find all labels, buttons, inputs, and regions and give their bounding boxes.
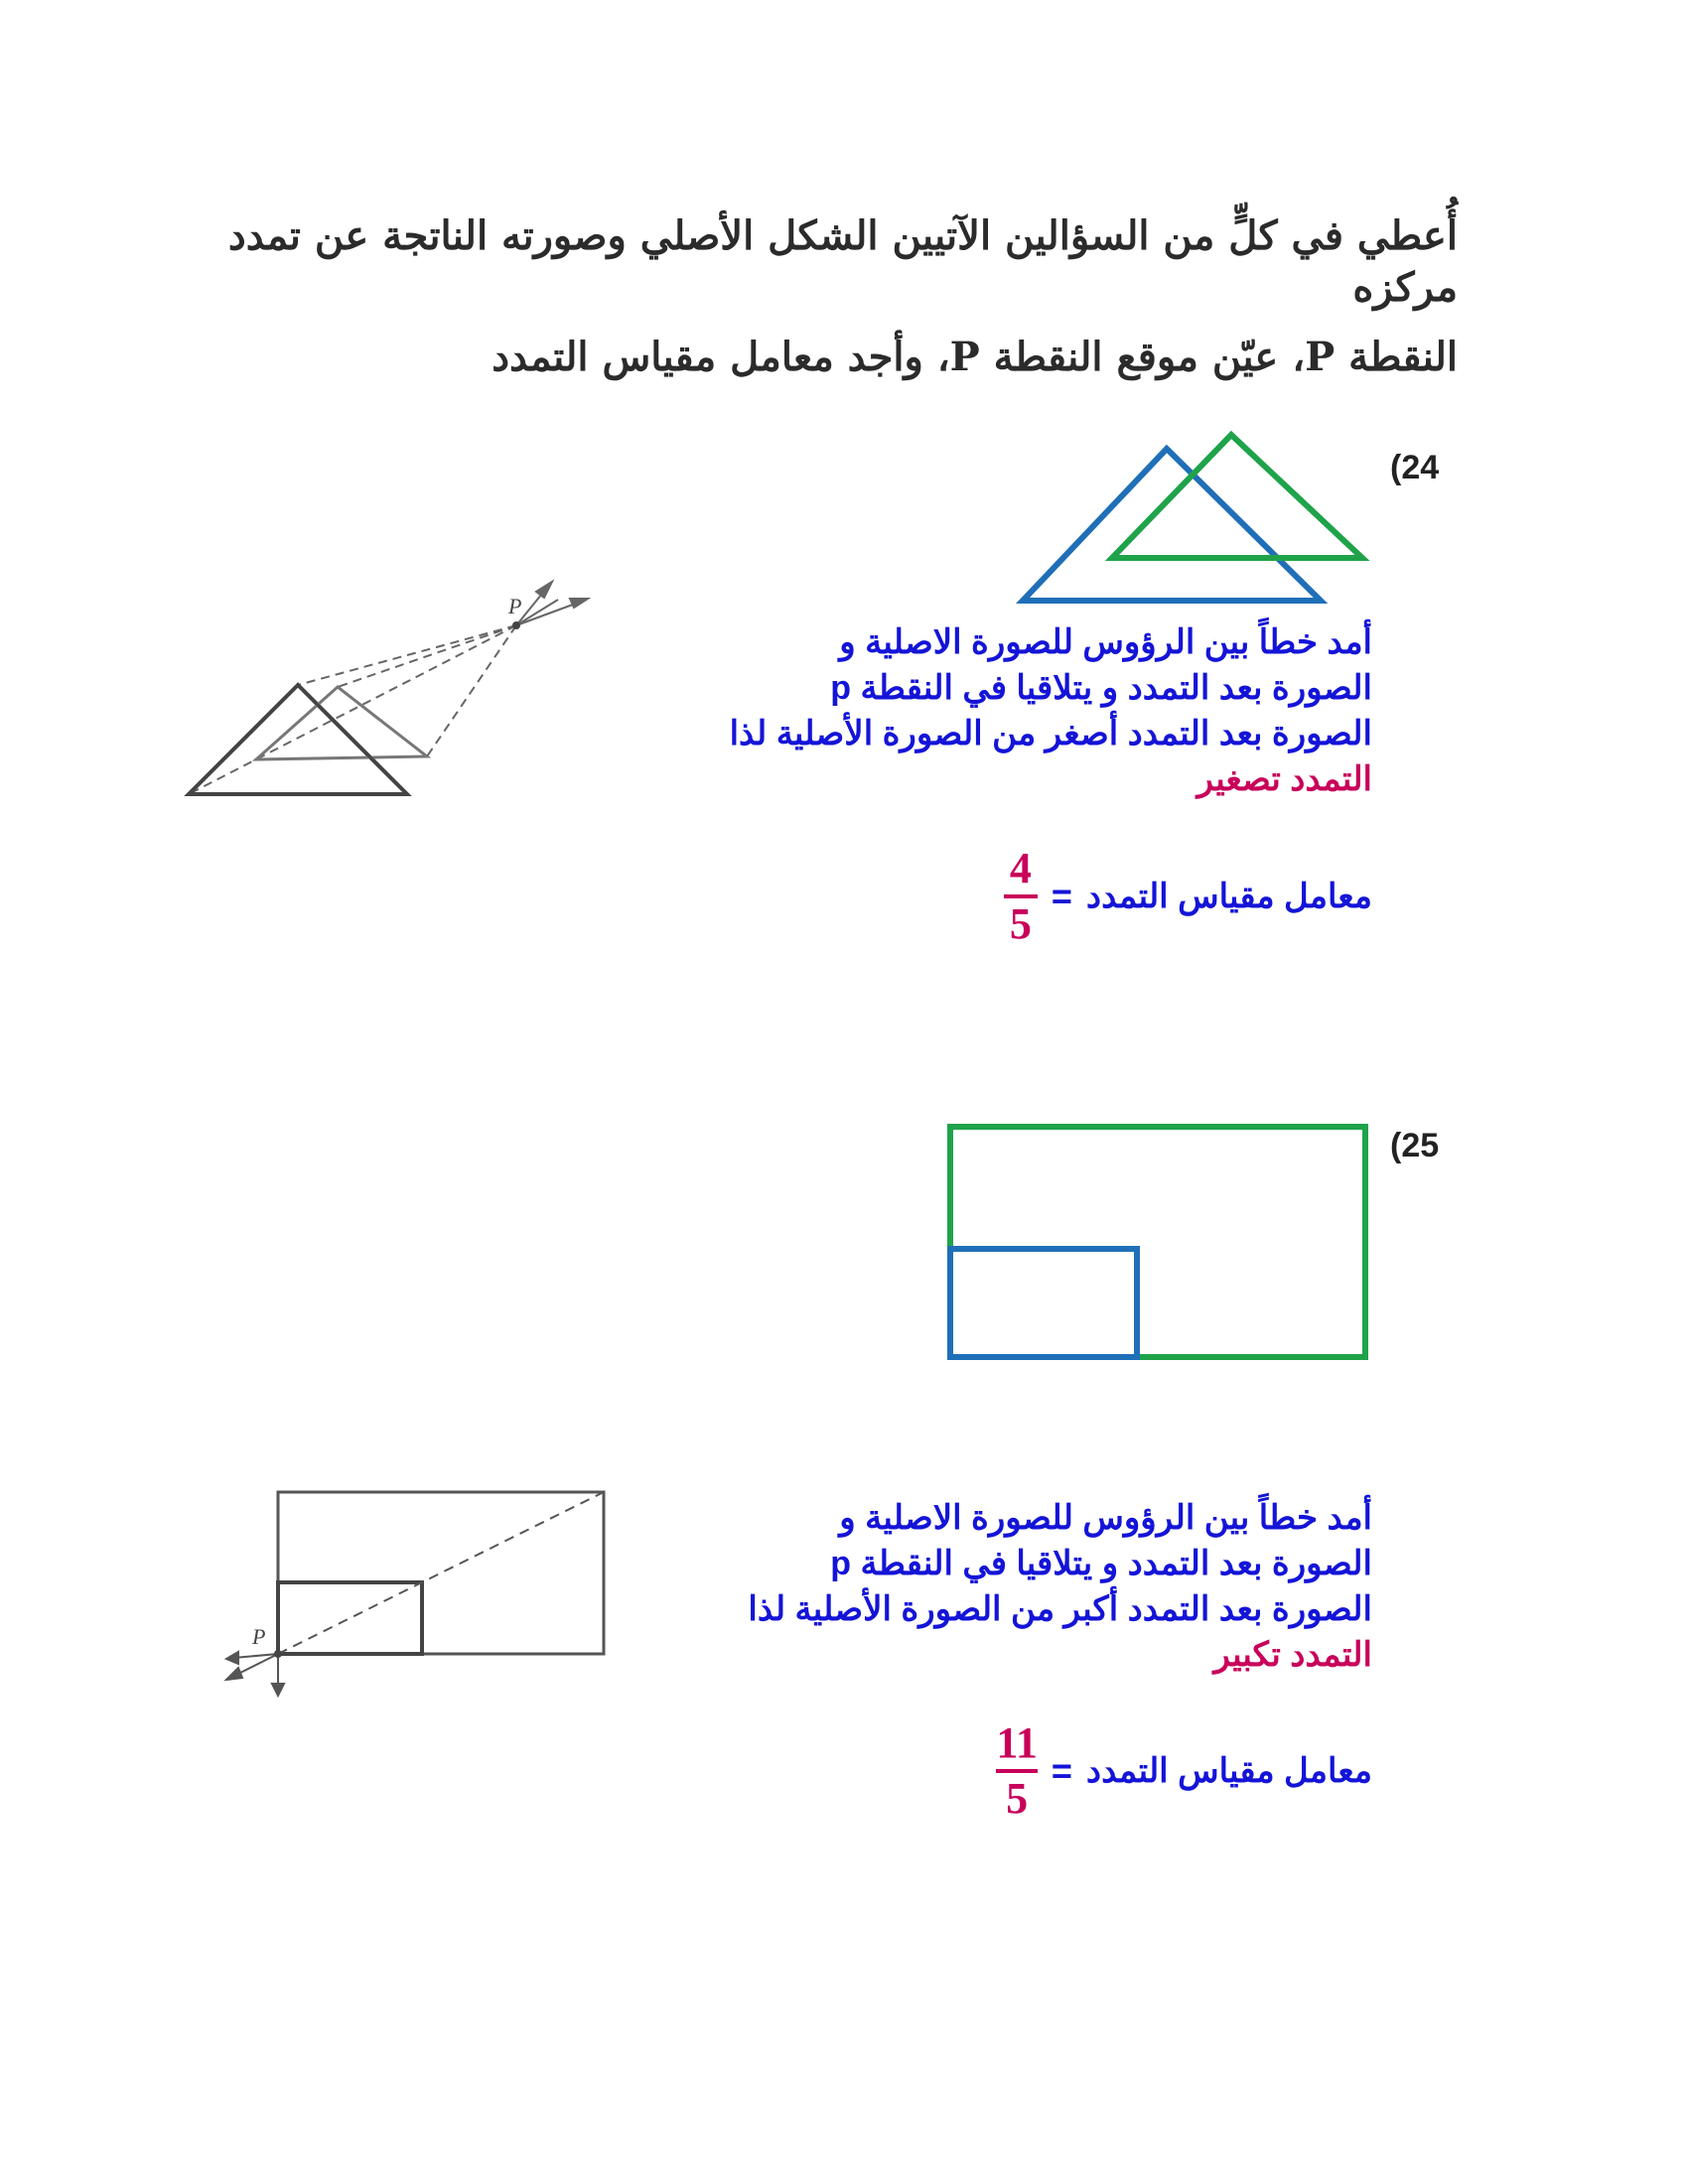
answer-line: أمد خطاً بين الرؤوس للصورة الاصلية و [839,623,1372,661]
formula-label: معامل مقياس التمدد [1085,1752,1372,1790]
formula-label: معامل مقياس التمدد [1085,878,1372,915]
question-24-number: (24 [1390,449,1440,486]
answer-line: أمد خطاً بين الرؤوس للصورة الاصلية و [839,1499,1372,1537]
instructions-line-2: النقطة P، عيّن موقع النقطة P، وأجد معامل مقياس التمدد [492,334,1458,380]
fraction-denominator: 5 [1006,1774,1029,1823]
question-25-formula [996,1720,1372,1822]
fraction-bar [996,1769,1038,1773]
question-25-answer [748,1495,1372,1678]
fraction-denominator: 5 [1009,899,1032,948]
answer-conclusion: التمدد تصغير [1196,760,1372,798]
question-25-number: (25 [1390,1127,1440,1164]
answer-conclusion: التمدد تكبير [1213,1636,1372,1674]
fraction-numerator: 11 [996,1718,1038,1767]
equals-sign: = [1051,876,1072,916]
fraction-numerator: 4 [1009,844,1032,892]
instructions-line-1: أُعطي في كلٍّ من السؤالين الآتيين الشكل الأصلي وصورته الناتجة عن تمدد مركزه [227,212,1458,311]
answer-line: الصورة بعد التمدد و يتلاقيا في النقطة p [830,669,1372,707]
question-24-point-label: P [508,594,522,618]
question-25-point-label: P [252,1624,266,1649]
equals-sign: = [1051,1750,1072,1791]
answer-line: الصورة بعد التمدد أصغر من الصورة الأصلية لذا [729,715,1372,752]
scale-factor-fraction [996,1720,1038,1822]
answer-line: الصورة بعد التمدد أكبر من الصورة الأصلية لذا [748,1590,1372,1628]
center-point-p [274,1650,282,1658]
answer-line: الصورة بعد التمدد و يتلاقيا في النقطة p [830,1545,1372,1582]
